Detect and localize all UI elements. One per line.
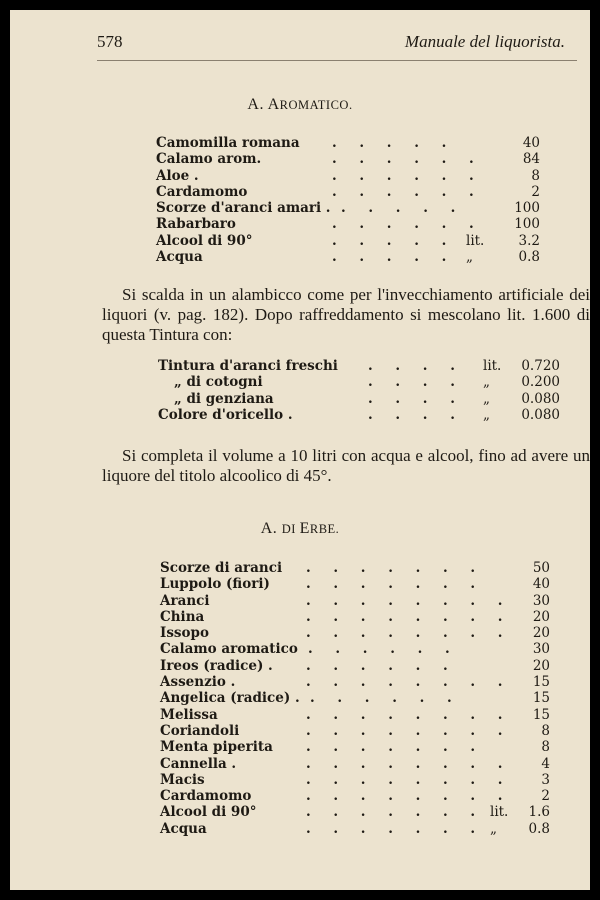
ingredient-name: Coriandoli xyxy=(160,722,240,739)
ingredient-row xyxy=(160,609,550,625)
quantity-value: 15 xyxy=(532,706,550,723)
unit-label: lit. xyxy=(466,232,485,249)
ingredient-row xyxy=(156,232,540,249)
quantity-value: 2 xyxy=(531,183,540,200)
section-title-prefix: A. xyxy=(247,96,268,113)
page-number: 578 xyxy=(97,32,123,51)
leader-dots: . . . . . xyxy=(332,249,456,266)
leader-dots: . . . . . . xyxy=(332,216,483,233)
quantity-value: 0.080 xyxy=(521,390,560,407)
header-rule xyxy=(97,60,577,61)
ingredient-row xyxy=(160,772,550,788)
running-title: Manuale del liquorista. xyxy=(404,32,565,51)
leader-dots: . . . . . . . xyxy=(306,576,485,593)
leader-dots: . . . . . . xyxy=(308,641,459,658)
leader-dots: . . . . . . xyxy=(332,167,483,184)
ingredient-name: Cardamomo xyxy=(160,788,252,805)
section-title-aromatico xyxy=(10,96,590,114)
quantity-value: 2 xyxy=(541,788,550,805)
leader-dots: . . . . . xyxy=(332,232,456,249)
ingredient-row xyxy=(158,407,558,423)
ingredient-row xyxy=(160,576,550,592)
quantity-value: 3 xyxy=(541,771,550,788)
ingredient-row xyxy=(158,374,558,390)
ingredient-name: Calamo arom. xyxy=(156,151,262,168)
leader-dots: . . . . . . xyxy=(332,183,483,200)
leader-dots: . . . . . . . . xyxy=(306,722,512,739)
leader-dots: . . . . . . xyxy=(332,151,483,168)
quantity-value: 0.720 xyxy=(521,358,560,374)
leader-dots: . . . . . . . . xyxy=(306,771,512,788)
section-title-initial: E xyxy=(299,520,310,537)
quantity-value: 15 xyxy=(532,690,550,707)
ingredient-row xyxy=(156,216,540,233)
section-title-erbe xyxy=(10,520,590,538)
section-title-rest: RBE. xyxy=(309,522,340,536)
ingredient-row xyxy=(160,723,550,739)
ingredient-row xyxy=(160,707,550,723)
ingredient-name: Tintura d'aranci freschi xyxy=(158,358,338,374)
leader-dots: . . . . . xyxy=(341,200,465,217)
leader-dots: . . . . . . . xyxy=(306,739,485,756)
ingredient-name: Aloe . xyxy=(156,167,199,184)
ingredient-name: Aranci xyxy=(160,592,210,609)
ingredient-row xyxy=(160,593,550,609)
leader-dots: . . . . xyxy=(368,406,464,423)
ingredient-name: China xyxy=(160,608,205,625)
ingredient-name: Alcool di 90° xyxy=(156,232,253,249)
ingredient-list-aromatico xyxy=(156,135,540,266)
ingredient-name: Assenzio . xyxy=(160,674,236,691)
section-title-small: DI xyxy=(281,522,300,536)
ingredient-name: Acqua xyxy=(156,249,203,266)
leader-dots: . . . . . . . . xyxy=(306,755,512,772)
quantity-value: 8 xyxy=(541,722,550,739)
ingredient-name: Menta piperita xyxy=(160,739,273,756)
ingredient-name: Calamo aromatico xyxy=(160,641,298,658)
leader-dots: . . . . . . xyxy=(310,690,461,707)
ingredient-row xyxy=(156,183,540,200)
leader-dots: . . . . . . . . xyxy=(306,706,512,723)
quantity-value: 8 xyxy=(531,167,540,184)
unit-label: lit. xyxy=(483,358,502,374)
quantity-value: 40 xyxy=(532,576,550,593)
ingredient-name: Scorze d'aranci amari . xyxy=(156,200,331,217)
ingredient-name: Scorze di aranci xyxy=(160,560,283,576)
ingredient-row xyxy=(160,821,550,837)
quantity-value: 20 xyxy=(532,608,550,625)
quantity-value: 20 xyxy=(532,657,550,674)
leader-dots: . . . . xyxy=(368,374,464,391)
ingredient-name: Cannella . xyxy=(160,755,237,772)
quantity-value: 15 xyxy=(532,674,550,691)
ingredient-list-erbe xyxy=(160,560,550,837)
ingredient-name: Cardamomo xyxy=(156,183,248,200)
section-title-rest: ROMATICO. xyxy=(279,98,353,112)
quantity-value: 0.080 xyxy=(521,406,560,423)
ingredient-name: Macis xyxy=(160,771,205,788)
ingredient-row xyxy=(158,391,558,407)
leader-dots: . . . . . . . . xyxy=(306,674,512,691)
leader-dots: . . . . xyxy=(368,390,464,407)
ingredient-name: Acqua xyxy=(160,820,207,837)
tincture-list xyxy=(158,358,558,423)
paragraph-procedure: Si scalda in un alambicco come per l'invecchiamento artificiale dei liquori (v. pag. 182). Dopo raffreddamento si mescolano lit. 1.600 di questa Tintura con: xyxy=(102,285,590,344)
ingredient-name: Camomilla romana xyxy=(156,135,300,151)
ingredient-row xyxy=(160,641,550,657)
unit-label: „ xyxy=(490,820,497,837)
ingredient-row xyxy=(160,625,550,641)
book-page xyxy=(10,10,590,890)
leader-dots: . . . . . . xyxy=(306,657,457,674)
ingredient-name: Issopo xyxy=(160,625,209,642)
leader-dots: . . . . . . . xyxy=(306,804,485,821)
ingredient-name: Ireos (radice) . xyxy=(160,657,273,674)
quantity-value: 40 xyxy=(522,135,540,151)
paragraph-completion: Si completa il volume a 10 litri con acqua e alcool, fino ad avere un liquore del titolo alcoolico di 45°. xyxy=(102,446,590,485)
quantity-value: 100 xyxy=(514,216,540,233)
ingredient-row xyxy=(160,658,550,674)
leader-dots: . . . . xyxy=(368,358,464,374)
ingredient-row xyxy=(160,804,550,820)
ingredient-row xyxy=(160,690,550,706)
ingredient-name: „ di cotogni xyxy=(174,374,263,391)
section-title-prefix: A. xyxy=(260,520,282,537)
leader-dots: . . . . . . . . xyxy=(306,788,512,805)
unit-label: „ xyxy=(483,374,490,391)
section-title-initial: A xyxy=(267,96,280,113)
ingredient-row xyxy=(160,674,550,690)
quantity-value: 1.6 xyxy=(528,804,550,821)
ingredient-name: „ di genziana xyxy=(174,390,274,407)
ingredient-row xyxy=(160,756,550,772)
quantity-value: 4 xyxy=(541,755,550,772)
unit-label: „ xyxy=(483,406,490,423)
leader-dots: . . . . . . . . xyxy=(306,592,512,609)
unit-label: „ xyxy=(483,390,490,407)
ingredient-row xyxy=(156,135,540,151)
quantity-value: 50 xyxy=(532,560,550,576)
quantity-value: 30 xyxy=(532,641,550,658)
page-header xyxy=(97,32,577,56)
ingredient-name: Alcool di 90° xyxy=(160,804,257,821)
ingredient-row xyxy=(156,167,540,184)
quantity-value: 0.8 xyxy=(518,249,540,266)
ingredient-row xyxy=(158,358,558,374)
ingredient-row xyxy=(156,200,540,217)
ingredient-name: Melissa xyxy=(160,706,218,723)
quantity-value: 3.2 xyxy=(518,232,540,249)
leader-dots: . . . . . . . . xyxy=(306,625,512,642)
ingredient-name: Luppolo (fiori) xyxy=(160,576,270,593)
leader-dots: . . . . . xyxy=(332,135,456,151)
quantity-value: 8 xyxy=(541,739,550,756)
quantity-value: 0.200 xyxy=(521,374,560,391)
quantity-value: 0.8 xyxy=(528,820,550,837)
ingredient-name: Colore d'oricello . xyxy=(158,406,293,423)
ingredient-row xyxy=(160,560,550,576)
quantity-value: 30 xyxy=(532,592,550,609)
quantity-value: 20 xyxy=(532,625,550,642)
quantity-value: 100 xyxy=(514,200,540,217)
unit-label: lit. xyxy=(490,804,509,821)
leader-dots: . . . . . . . xyxy=(306,560,485,576)
unit-label: „ xyxy=(466,249,473,266)
leader-dots: . . . . . . . . xyxy=(306,608,512,625)
ingredient-row xyxy=(156,249,540,266)
quantity-value: 84 xyxy=(522,151,540,168)
ingredient-row xyxy=(160,788,550,804)
ingredient-row xyxy=(160,739,550,755)
leader-dots: . . . . . . . xyxy=(306,820,485,837)
ingredient-row xyxy=(156,151,540,168)
ingredient-name: Angelica (radice) . xyxy=(160,690,300,707)
ingredient-name: Rabarbaro xyxy=(156,216,236,233)
